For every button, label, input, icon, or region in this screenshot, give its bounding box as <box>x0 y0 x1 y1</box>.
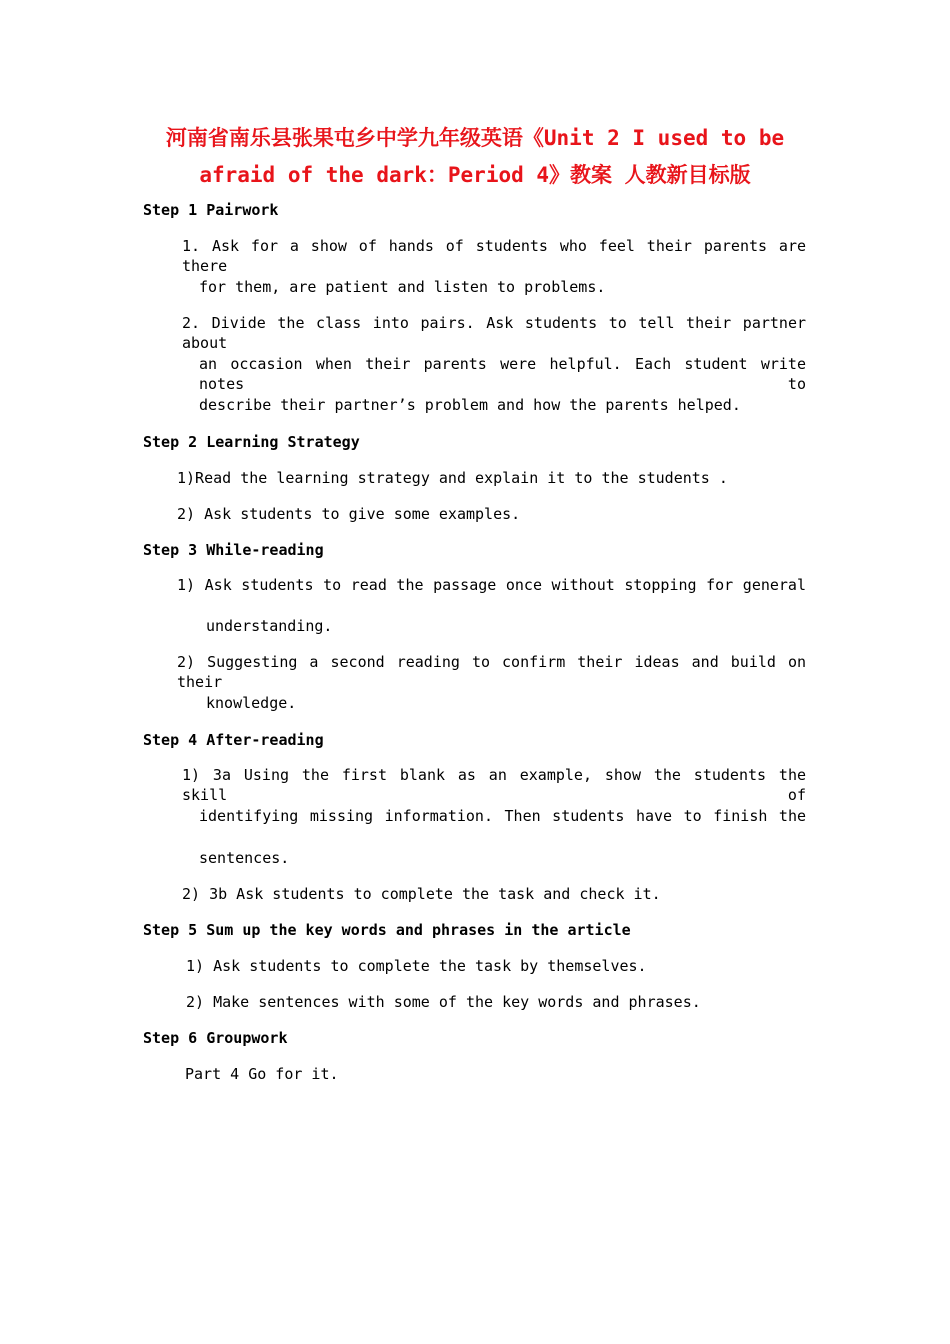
title-line-2: afraid of the dark：Period 4》教案 人教新目标版 <box>199 163 751 187</box>
step-4-line-1: 1) 3a Using the first blank as an example, show the students the skill of <box>182 766 806 804</box>
step-1-line-2: for them, are patient and listen to problems. <box>199 278 606 296</box>
step-4-heading: Step 4 After-reading <box>143 731 324 749</box>
step-5-line-1: 1) Ask students to complete the task by themselves. <box>186 957 647 975</box>
title-line-1: 河南省南乐县张果屯乡中学九年级英语《Unit 2 I used to be <box>165 126 785 150</box>
step-4-line-2: identifying missing information. Then students have to finish the <box>199 807 806 825</box>
step-4-line-4: 2) 3b Ask students to complete the task and check it. <box>182 885 661 903</box>
step-3-line-4: knowledge. <box>206 694 297 712</box>
step-3-line-1: 1) Ask students to read the passage once without stopping for general <box>177 576 806 594</box>
step-3-heading: Step 3 While-reading <box>143 541 324 559</box>
step-2-heading: Step 2 Learning Strategy <box>143 433 360 451</box>
step-3-line-3: 2) Suggesting a second reading to confirm their ideas and build on their <box>177 653 806 691</box>
step-6-line-1: Part 4 Go for it. <box>185 1065 339 1083</box>
step-1-line-1: 1. Ask for a show of hands of students who feel their parents are there <box>182 237 806 275</box>
step-5-heading: Step 5 Sum up the key words and phrases in the article <box>143 921 631 939</box>
step-2-line-1: 1)Read the learning strategy and explain it to the students . <box>177 469 728 487</box>
step-1-line-3: 2. Divide the class into pairs. Ask students to tell their partner about <box>182 314 806 352</box>
step-2-line-2: 2) Ask students to give some examples. <box>177 505 521 523</box>
step-1-line-4: an occasion when their parents were helpful. Each student write notes to <box>199 355 806 393</box>
step-3-line-2: understanding. <box>206 617 333 635</box>
step-6-heading: Step 6 Groupwork <box>143 1029 288 1047</box>
document-title <box>143 120 807 194</box>
step-1-line-5: describe their partner’s problem and how the parents helped. <box>199 396 741 414</box>
step-5-line-2: 2) Make sentences with some of the key words and phrases. <box>186 993 701 1011</box>
step-1-heading: Step 1 Pairwork <box>143 201 279 219</box>
step-4-line-3: sentences. <box>199 849 290 867</box>
